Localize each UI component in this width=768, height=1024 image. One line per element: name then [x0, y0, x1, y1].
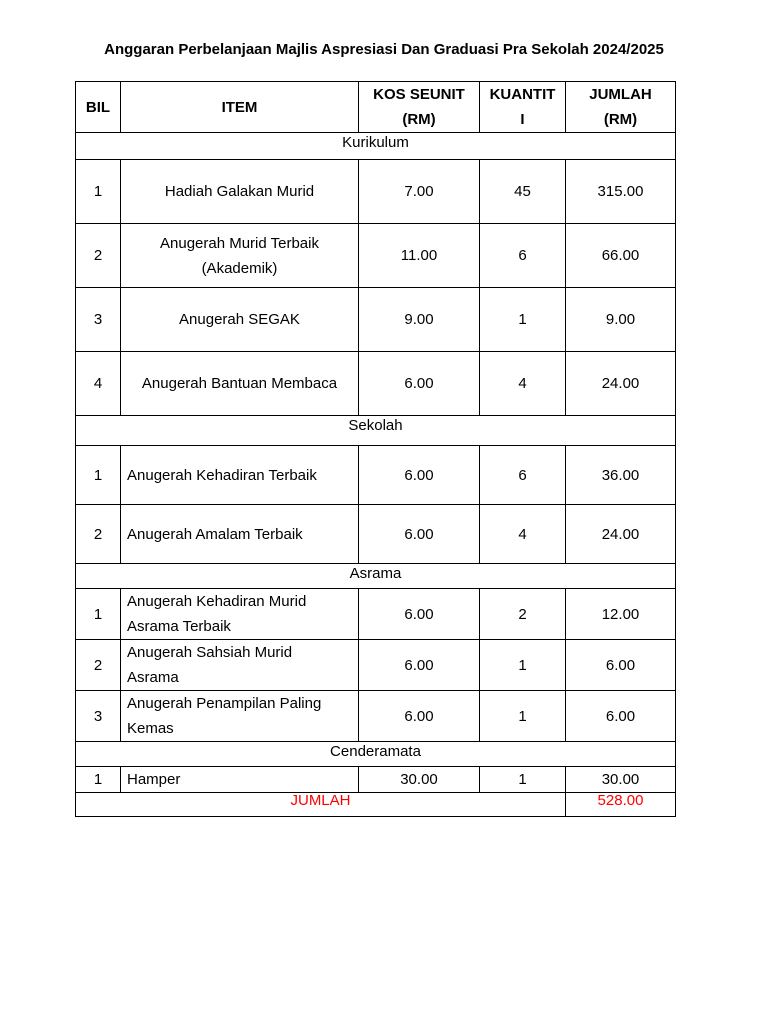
row-item — [121, 160, 359, 224]
row-item — [121, 589, 359, 640]
row-item-line: Anugerah Bantuan Membaca — [141, 375, 338, 392]
row-kuantiti: 1 — [480, 767, 566, 793]
row-kuantiti: 45 — [480, 160, 566, 224]
row-jumlah: 24.00 — [566, 505, 676, 564]
row-item — [121, 640, 359, 691]
row-kos-seunit: 9.00 — [359, 288, 480, 352]
row-item-line: Anugerah Sahsiah Murid — [127, 644, 293, 661]
row-kos-seunit: 7.00 — [359, 160, 480, 224]
row-item — [121, 352, 359, 416]
section-header-row — [76, 742, 676, 767]
table-row — [76, 767, 676, 793]
row-item-line: Anugerah Murid Terbaik — [160, 234, 319, 252]
row-kos-seunit: 6.00 — [359, 505, 480, 564]
budget-table — [75, 81, 676, 817]
row-kuantiti: 1 — [480, 691, 566, 742]
row-item-line: (Akademik) — [201, 259, 278, 277]
row-kuantiti: 1 — [480, 288, 566, 352]
row-jumlah: 66.00 — [566, 224, 676, 288]
table-row — [76, 160, 676, 224]
row-bil: 4 — [76, 352, 121, 416]
table-row — [76, 288, 676, 352]
table-row — [76, 224, 676, 288]
row-item-line: Kemas — [127, 720, 174, 737]
row-item-line: Anugerah Kehadiran Murid — [127, 593, 307, 610]
row-bil: 2 — [76, 505, 121, 564]
row-jumlah: 24.00 — [566, 352, 676, 416]
row-item — [121, 224, 359, 288]
row-jumlah: 6.00 — [566, 640, 676, 691]
row-kos-seunit: 6.00 — [359, 691, 480, 742]
row-bil: 1 — [76, 446, 121, 505]
row-item-line: Hamper — [127, 771, 181, 788]
header-kos-seunit: KOS SEUNIT (RM) — [359, 82, 480, 133]
row-kuantiti: 2 — [480, 589, 566, 640]
row-bil: 1 — [76, 589, 121, 640]
row-bil: 1 — [76, 160, 121, 224]
row-jumlah: 12.00 — [566, 589, 676, 640]
total-value: 528.00 — [566, 793, 676, 817]
table-row — [76, 589, 676, 640]
row-kos-seunit: 6.00 — [359, 589, 480, 640]
row-jumlah: 6.00 — [566, 691, 676, 742]
table-row — [76, 352, 676, 416]
row-kos-seunit: 6.00 — [359, 446, 480, 505]
header-kuantiti: KUANTIT I — [480, 82, 566, 133]
row-kuantiti: 6 — [480, 446, 566, 505]
row-bil: 2 — [76, 640, 121, 691]
row-kos-seunit: 6.00 — [359, 640, 480, 691]
row-kos-seunit: 30.00 — [359, 767, 480, 793]
row-item — [121, 767, 359, 793]
row-kuantiti: 1 — [480, 640, 566, 691]
row-kos-seunit: 6.00 — [359, 352, 480, 416]
section-header-row — [76, 564, 676, 589]
table-body — [76, 133, 676, 817]
section-name: Asrama — [76, 564, 676, 589]
total-row — [76, 793, 676, 817]
section-header-row — [76, 416, 676, 446]
table-row — [76, 505, 676, 564]
total-label: JUMLAH — [76, 793, 566, 817]
row-kuantiti: 4 — [480, 505, 566, 564]
row-bil: 3 — [76, 288, 121, 352]
row-kuantiti: 4 — [480, 352, 566, 416]
row-bil: 1 — [76, 767, 121, 793]
row-item-line: Anugerah Amalam Terbaik — [127, 525, 303, 543]
row-item — [121, 505, 359, 564]
section-name: Kurikulum — [76, 133, 676, 160]
table-header-row — [76, 82, 676, 133]
row-bil: 2 — [76, 224, 121, 288]
row-item-line: Asrama — [127, 669, 179, 686]
row-bil: 3 — [76, 691, 121, 742]
section-header-row — [76, 133, 676, 160]
table-row — [76, 691, 676, 742]
header-item: ITEM — [121, 82, 359, 133]
row-item — [121, 691, 359, 742]
row-item-line: Asrama Terbaik — [127, 618, 231, 635]
table-row — [76, 640, 676, 691]
section-name: Sekolah — [76, 416, 676, 446]
row-item-line: Anugerah Penampilan Paling — [127, 695, 322, 712]
row-item-line: Anugerah SEGAK — [179, 311, 300, 328]
row-item — [121, 288, 359, 352]
row-item-line: Anugerah Kehadiran Terbaik — [127, 466, 317, 484]
row-kuantiti: 6 — [480, 224, 566, 288]
row-jumlah: 315.00 — [566, 160, 676, 224]
header-jumlah: JUMLAH (RM) — [566, 82, 676, 133]
row-jumlah: 30.00 — [566, 767, 676, 793]
row-jumlah: 36.00 — [566, 446, 676, 505]
row-item-line: Hadiah Galakan Murid — [164, 183, 315, 200]
document-title: Anggaran Perbelanjaan Majlis Aspresiasi Dan Graduasi Pra Sekolah 2024/2025 — [104, 41, 664, 58]
row-kos-seunit: 11.00 — [359, 224, 480, 288]
row-jumlah: 9.00 — [566, 288, 676, 352]
table-row — [76, 446, 676, 505]
row-item — [121, 446, 359, 505]
header-bil: BIL — [76, 82, 121, 133]
section-name: Cenderamata — [76, 742, 676, 767]
